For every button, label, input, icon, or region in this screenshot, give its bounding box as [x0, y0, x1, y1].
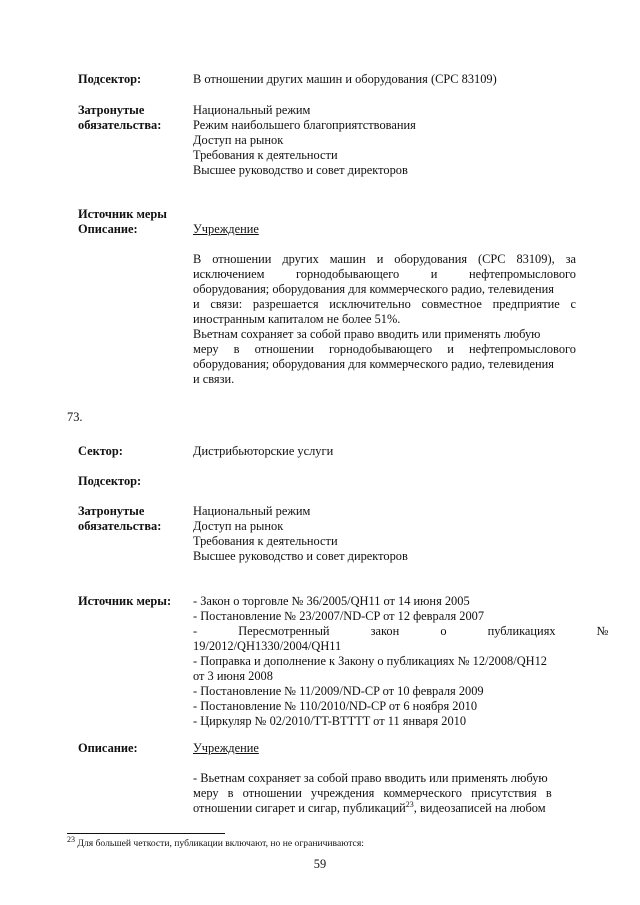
obligation-item: Доступ на рынок [193, 133, 284, 147]
obligation-item: Высшее руководство и совет директоров [193, 163, 408, 177]
affected-obligations-label: Затронутые обязательства: [78, 103, 162, 132]
obligation-item: Национальный режим [193, 504, 311, 518]
page-number: 59 [313, 857, 327, 871]
source-label: Источник меры [78, 207, 167, 221]
description-heading: Учреждение [193, 222, 259, 236]
description-label: Описание: [78, 222, 138, 236]
sector-value: Дистрибьюторские услуги [193, 444, 334, 458]
source-item: 19/2012/QH1330/2004/QH11 [193, 639, 342, 653]
source-label: Источник меры: [78, 594, 172, 608]
affected-obligations-list [193, 103, 576, 178]
obligation-item: Требования к деятельности [193, 148, 338, 162]
source-item: - Циркуляр № 02/2010/TT-BTTTT от 11 января 2010 [193, 714, 467, 728]
source-item: - Пересмотренный закон о публикациях № [193, 624, 609, 638]
description-heading: Учреждение [193, 741, 259, 755]
source-item: - Поправка и дополнение к Закону о публикациях № 12/2008/QH12 [193, 654, 547, 668]
affected-obligations-list [193, 504, 576, 564]
description-text: - Вьетнам сохраняет за собой право вводить или применять любую меру в отношении учреждения коммерческого присутствия в отношении сигарет и сигар, публикаций$^{23}$, видеозаписей на любом [193, 771, 552, 815]
obligation-item: Требования к деятельности [193, 534, 338, 548]
obligation-item: Высшее руководство и совет директоров [193, 549, 408, 563]
source-item: - Постановление № 23/2007/ND-CP от 12 февраля 2007 [193, 609, 485, 623]
footnote-text: Для большей четкости, публикации включают, но не ограничиваются: [75, 838, 364, 849]
description-label: Описание: [78, 741, 138, 755]
affected-obligations-label: Затронутые обязательства: [78, 504, 162, 533]
footnote-reference[interactable]: 23 [405, 799, 414, 809]
subsector-label: Подсектор: [78, 474, 142, 488]
source-item: - Закон о торговле № 36/2005/QH11 от 14 июня 2005 [193, 594, 470, 608]
entry-number: 73. [67, 410, 83, 424]
source-item: - Постановление № 110/2010/ND-CP от 6 ноября 2010 [193, 699, 478, 713]
subsector-value: В отношении других машин и оборудования (CPC 83109) [193, 72, 497, 86]
footnote-marker: 23 [67, 834, 75, 844]
obligation-item: Доступ на рынок [193, 519, 284, 533]
footnote [67, 834, 364, 850]
description-text: В отношении других машин и оборудования (CPC 83109), за исключением горнодобывающего и нефтепромыслового оборудования; оборудования для коммерческого радио, телевидения и связи: разрешается исключительно совместное предприятие с иностранным капиталом не более 51%. Вьетнам сохраняет за собой право вводить или применять любую меру в отношении горнодобывающего и нефтепромыслового оборудования; оборудования для коммерческого радио, телевидения и связи. [193, 252, 576, 386]
footnote-divider [67, 833, 225, 834]
sector-label: Сектор: [78, 444, 123, 458]
source-item: от 3 июня 2008 [193, 669, 273, 683]
obligation-item: Режим наибольшего благоприятствования [193, 118, 416, 132]
obligation-item: Национальный режим [193, 103, 311, 117]
source-item: - Постановление № 11/2009/ND-CP от 10 февраля 2009 [193, 684, 484, 698]
sources-list [193, 594, 609, 729]
subsector-label: Подсектор: [78, 72, 142, 86]
